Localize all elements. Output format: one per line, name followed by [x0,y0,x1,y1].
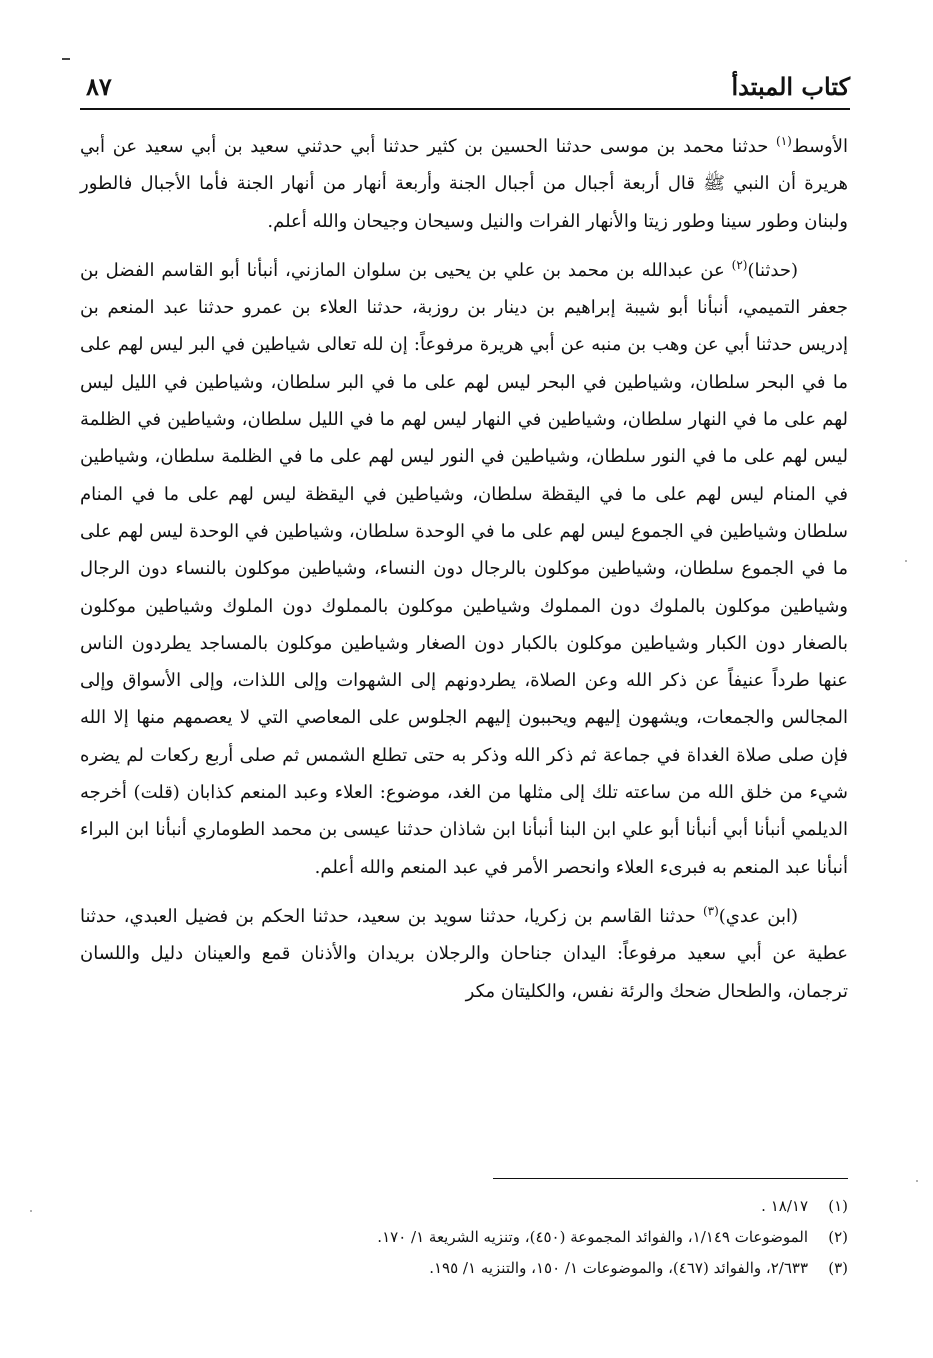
paragraph-3-text: حدثنا القاسم بن زكريا، حدثنا سويد بن سعيد، حدثنا الحكم بن فضيل العبدي، حدثنا عطية عن أبي سعيد مرفوعاً: اليدان جناحان والرجلان بريدان والأذنان قمع والعينان دليل واللسان ترجمان، والطحال ضحك والرئة نفس، والكليتان مكر [80,905,848,1002]
footnote-3 [180,1253,848,1284]
paragraph-2-lead: (حدثنا) [747,259,798,281]
footnote-text: ١٨/١٧ . [761,1197,808,1215]
footnote-ref-1: (١) [776,134,792,148]
paragraph-2-text: عن عبدالله بن محمد بن علي بن يحيى بن سلوان المازني، أنبأنا أبو القاسم الفضل بن جعفر التميمي، أنبأنا أبو شيبة إبراهيم بن دينار بن روزبة، حدثنا العلاء بن عمرو حدثنا عبد المنعم بن إدريس حدثنا أبي عن وهب بن منبه عن أبي هريرة مرفوعاً: إن لله تعالى شياطين في البر ليس لهم على ما في البحر سلطان، وشياطين في البحر ليس لهم على ما في البر سلطان، وشياطين في الليل ليس لهم على ما في النهار سلطان، وشياطين في النهار ليس لهم ما في الليل سلطان، وشياطين في الظلمة ليس لهم على ما في النور سلطان، وشياطين في النور ليس لهم على ما في الظلمة سلطان، وشياطين في المنام ليس لهم على ما في اليقظة سلطان، وشياطين في اليقظة ليس لهم على ما في المنام سلطان وشياطين في الجموع ليس لهم على ما في الوحدة سلطان، وشياطين في الوحدة ليس لهم على ما في الجموع سلطان، وشياطين موكلون بالرجال دون النساء، وشياطين موكلون بالنساء دون الرجال وشياطين موكلون بالملوك دون المملوك وشياطين موكلون بالمملوك دون الملوك وشياطين موكلون بالصغار دون الكبار وشياطين موكلون بالكبار دون الصغار وشياطين موكلون بالمساجد يطردون الناس عنها طرداً عنيفاً عن ذكر الله وعن الصلاة، يطردونهم إلى الشهوات وإلى اللذات، وإلى الأسواق وإلى المجالس والجمعات، ويشهون إليهم ويحببون إليهم الجلوس على المعاصي التي لا يعصمهم منها إلا الله فإن صلى صلاة الغداة في جماعة ثم ذكر الله وذكر به حتى تطلع الشمس ثم صلى أربع ركعات لم يضره شيء من خلق الله من ساعته تلك إلى مثلها من الغد، موضوع: العلاء وعبد المنعم كذابان (قلت) أخرجه الديلمي أنبأنا أبي أنبأنا أبو علي ابن البنا أنبأنا ابن شاذان حدثنا عيسى بن محمد الطوماري أنبأنا ابن البراء أنبأنا عبد المنعم به فبرىء العلاء وانحصر الأمر في عبد المنعم والله أعلم. [80,259,848,878]
footnotes [180,1191,848,1284]
scan-speck [905,560,907,562]
footnote-number: (٢) [828,1228,848,1246]
footnote-2 [180,1222,848,1253]
footnote-number: (١) [828,1197,848,1215]
scan-speck [916,1180,918,1182]
paragraph-1 [80,128,848,240]
footnote-number: (٣) [828,1259,848,1277]
scan-speck [30,1210,32,1212]
footnote-rule [493,1178,848,1179]
footnote-1 [180,1191,848,1222]
footnote-ref-2: (٢) [731,257,748,272]
header-rule [80,108,850,110]
paragraph-1-text: حدثنا محمد بن موسى حدثنا الحسين بن كثير حدثنا أبي حدثني سعيد بن أبي سعيد عن أبي هريرة أن النبي ﷺ قال أربعة أجبال من أجبال الجنة وأربعة أنهار من أنهار الجنة فأما الأجبال فالطور ولبنان وطور سينا وطور زيتا والأنهار الفرات والنيل وسيحان وجيحان والله أعلم. [80,136,848,232]
page-number: ٨٧ [86,72,112,101]
paragraph-2 [80,252,848,886]
footnote-ref-3: (٣) [702,903,719,918]
footnote-text: الموضوعات ١/١٤٩، والفوائد المجموعة (٤٥٠)، وتنزيه الشريعة ١/ ١٧٠. [377,1228,808,1246]
paragraph-3-lead: (ابن عدي) [718,905,799,927]
running-header [80,72,850,106]
footnote-text: ٢/٦٣٣، والفوائد (٤٦٧)، والموضوعات ١/ ١٥٠، والتنزيه ١/ ١٩٥. [429,1259,808,1277]
paragraph-1-lead: الأوسط [791,136,848,157]
scan-mark [62,58,70,60]
main-text [80,128,848,1022]
paragraph-3 [80,898,848,1010]
chapter-title: كتاب المبتدأ [731,72,850,101]
